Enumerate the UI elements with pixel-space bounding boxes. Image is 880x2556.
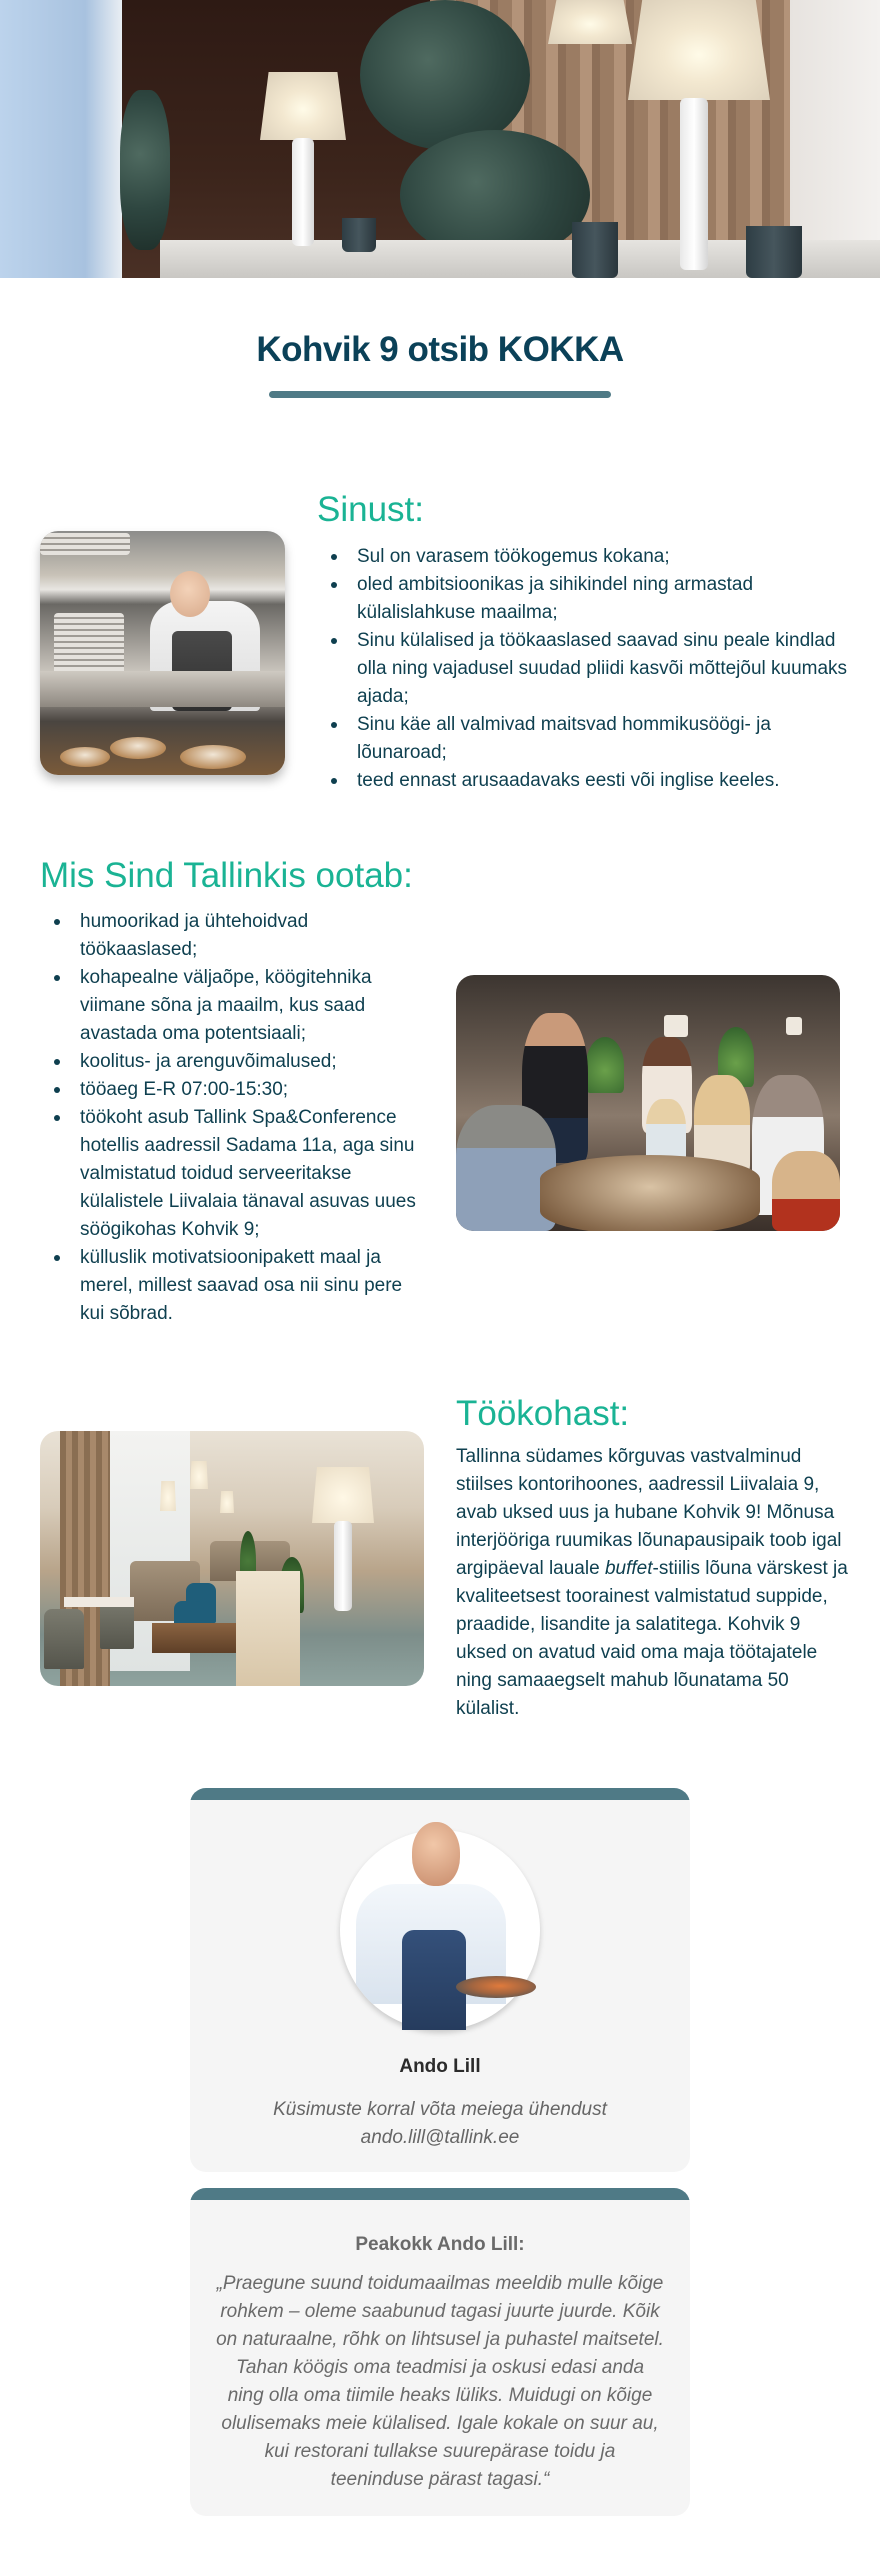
- food-bowl: [110, 737, 166, 759]
- page-title: Kohvik 9 otsib KOKKA: [256, 330, 624, 369]
- table: [64, 1597, 134, 1607]
- avatar-plate: [456, 1976, 536, 1998]
- lamp-icon: [786, 1017, 802, 1035]
- counter: [236, 1571, 300, 1686]
- avatar-apron: [402, 1930, 466, 2030]
- section-heading-sinust: Sinust:: [317, 490, 424, 529]
- hero-tree: [120, 90, 170, 250]
- lamp-icon: [190, 1461, 208, 1489]
- lamp-stem: [334, 1521, 352, 1611]
- list-item: Sinu käe all valmivad maitsvad hommikusöögi- ja lõunaroad;: [317, 711, 857, 767]
- list-item: koolitus- ja arenguvõimalused;: [40, 1048, 430, 1076]
- food-bowl: [180, 745, 246, 769]
- contact-card: [190, 1788, 690, 2172]
- list-item: oled ambitsioonikas ja sihikindel ning armastad külalislahkuse maailma;: [317, 571, 857, 627]
- section-heading-tookohast: Töökohast:: [456, 1394, 630, 1433]
- kitchen-bench: [40, 671, 285, 707]
- list-item: Sul on varasem töökogemus kokana;: [317, 543, 857, 571]
- ootab-list: [40, 908, 430, 1328]
- list-item: humoorikad ja ühtehoidvad töökaaslased;: [40, 908, 430, 964]
- list-item: teed ennast arusaadavaks eesti või inglise keeles.: [317, 767, 857, 795]
- hero-wall-right: [790, 0, 880, 278]
- lamp-icon: [664, 1015, 688, 1037]
- plant-pot: [746, 226, 802, 278]
- food-bowl: [60, 747, 110, 767]
- guest: [772, 1151, 840, 1231]
- kohvik-interior-photo: [40, 1431, 424, 1686]
- quote-title: Peakokk Ando Lill:: [355, 2234, 525, 2255]
- quote-text: „Praegune suund toidumaailmas meeldib mulle kõige rohkem – oleme saabunud tagasi juurte juurde. Kõik on naturaalne, rõhk on lihtsusel ja puhastel maitsetel. Tahan köögis oma teadmisi ja oskusi edasi anda ning olla oma tiimile heaks lüliks. Muidugi on kõige olulisemaks meie külalised. Igale kokale on suur au, kui restorani tullakse suurepärase toidu ja teeninduse pärast tagasi.“: [216, 2273, 664, 2490]
- plate-stack: [40, 533, 130, 555]
- lamp-icon: [548, 0, 632, 44]
- tookohast-description: [456, 1443, 856, 1723]
- dining-table: [540, 1155, 760, 1231]
- card-header-bar: [190, 2188, 690, 2200]
- list-item: tööaeg E-R 07:00-15:30;: [40, 1076, 430, 1104]
- hero-window: [0, 0, 122, 278]
- list-item: töökoht asub Tallink Spa&Conference hotellis aadressil Sadama 11a, aga sinu valmistatud toidud serveeritakse külalistele Liivalaia tänaval asuvas uues söögikohas Kohvik 9;: [40, 1104, 430, 1244]
- plant: [586, 1037, 624, 1093]
- avatar: [340, 1830, 540, 2030]
- title-underline: [269, 391, 611, 398]
- contact-name: Ando Lill: [399, 2056, 481, 2077]
- lamp-icon: [260, 72, 346, 140]
- chef-head: [170, 571, 210, 617]
- lamp-stem: [292, 138, 314, 246]
- hero-tree: [360, 0, 530, 150]
- lamp-icon: [160, 1481, 176, 1511]
- contact-email-link[interactable]: ando.lill@tallink.ee: [360, 2127, 520, 2148]
- plant-pot: [572, 222, 618, 278]
- lamp-icon: [628, 0, 770, 100]
- table: [152, 1623, 242, 1653]
- lamp-icon: [312, 1467, 374, 1523]
- lamp-stem: [680, 98, 708, 270]
- description-text: -stiilis lõuna värskest ja kvaliteetsest toorainest valmistatud suppide, praadide, lisandite ja salatitega. Kohvik 9 uksed on avatud vaid oma maja töötajatele ning samaaegselt mahub lõunatama 50 külalist.: [456, 1558, 848, 1719]
- list-item: külluslik motivatsioonipakett maal ja merel, millest saavad osa nii sinu pere kui sõbrad.: [40, 1244, 430, 1328]
- card-header-bar: [190, 1788, 690, 1800]
- plant-pot: [342, 218, 376, 252]
- chair: [44, 1609, 84, 1669]
- sinust-list: [317, 543, 857, 795]
- chef-kitchen-photo: [40, 531, 285, 775]
- description-text: Tallinna südames kõrguvas vastvalminud stiilses kontorihoones, aadressil Liivalaia 9, avab uksed uus ja hubane Kohvik 9! Mõnusa interjööriga ruumikas lõunapausipaik toob igal argipäeval lauale: [456, 1446, 842, 1579]
- avatar-head: [412, 1822, 460, 1886]
- contact-line: Küsimuste korral võta meiega ühendust: [273, 2099, 607, 2120]
- restaurant-family-photo: [456, 975, 840, 1231]
- lamp-icon: [220, 1491, 234, 1513]
- contact-text: [190, 2096, 690, 2152]
- quote-card: [190, 2188, 690, 2516]
- hero-image: [0, 0, 880, 278]
- list-item: Sinu külalised ja töökaaslased saavad sinu peale kindlad olla ning vajadusel suudad pliidi kasvõi mõttejõul kuumaks ajada;: [317, 627, 857, 711]
- list-item: kohapealne väljaõpe, köögitehnika viimane sõna ja maailm, kus saad avastada oma potentsiaali;: [40, 964, 430, 1048]
- section-heading-ootab: Mis Sind Tallinkis ootab:: [40, 856, 413, 895]
- description-emphasis: buffet: [604, 1558, 653, 1579]
